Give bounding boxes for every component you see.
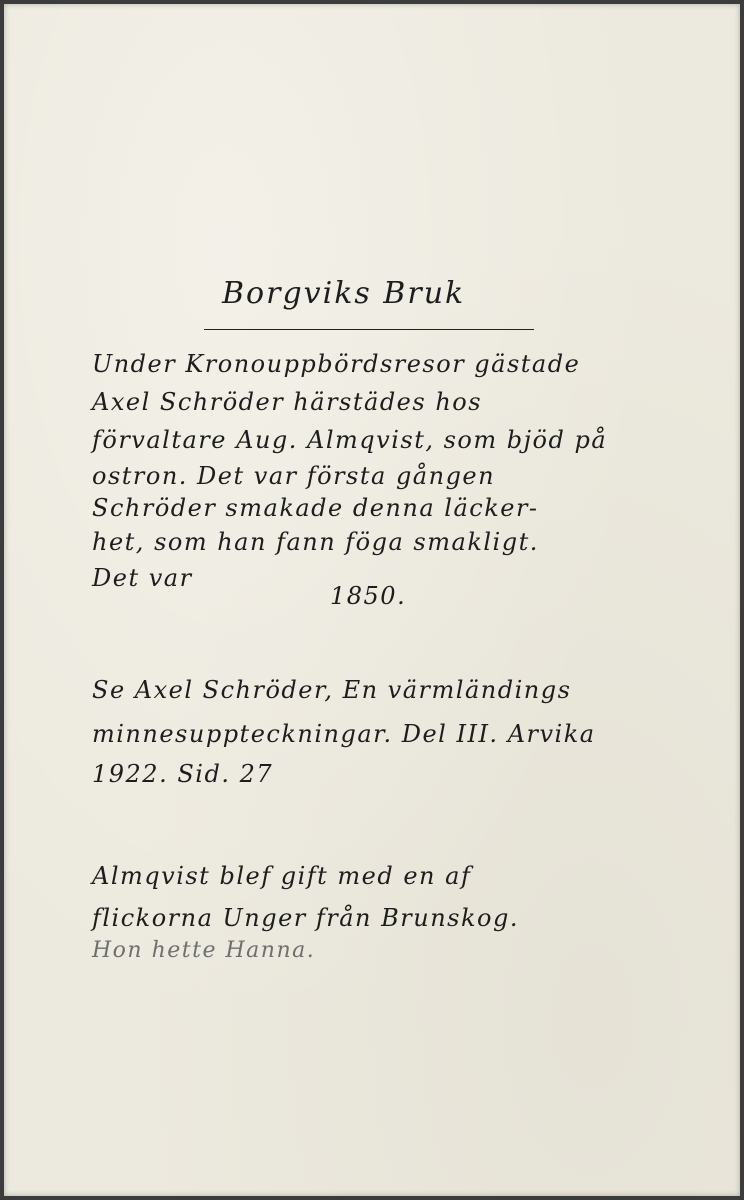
paragraph1-line-2: Axel Schröder härstädes hos <box>92 388 483 416</box>
reference-line-3: 1922. Sid. 27 <box>92 760 274 788</box>
paragraph1-line-6: het, som han fann föga smakligt. <box>92 528 539 556</box>
note-line-1: Almqvist blef gift med en af <box>92 862 472 890</box>
reference-line-1: Se Axel Schröder, En värmländings <box>92 676 572 704</box>
note-line-3-pencil: Hon hette Hanna. <box>92 938 316 963</box>
reference-line-2: minnesuppteckningar. Del III. Arvika <box>92 720 596 748</box>
document-title: Borgviks Bruk <box>222 276 466 311</box>
paragraph1-line-1: Under Kronouppbördsresor gästade <box>92 350 581 378</box>
paragraph1-line-4: ostron. Det var första gången <box>92 462 496 490</box>
year-1850: 1850. <box>330 582 407 610</box>
note-line-2: flickorna Unger från Brunskog. <box>92 904 519 932</box>
paragraph1-line-5: Schröder smakade denna läcker- <box>92 494 539 522</box>
title-underline <box>204 329 534 330</box>
paragraph1-line-7: Det var <box>92 564 193 592</box>
paragraph1-line-3: förvaltare Aug. Almqvist, som bjöd på <box>92 426 608 454</box>
manuscript-page <box>4 4 740 1196</box>
